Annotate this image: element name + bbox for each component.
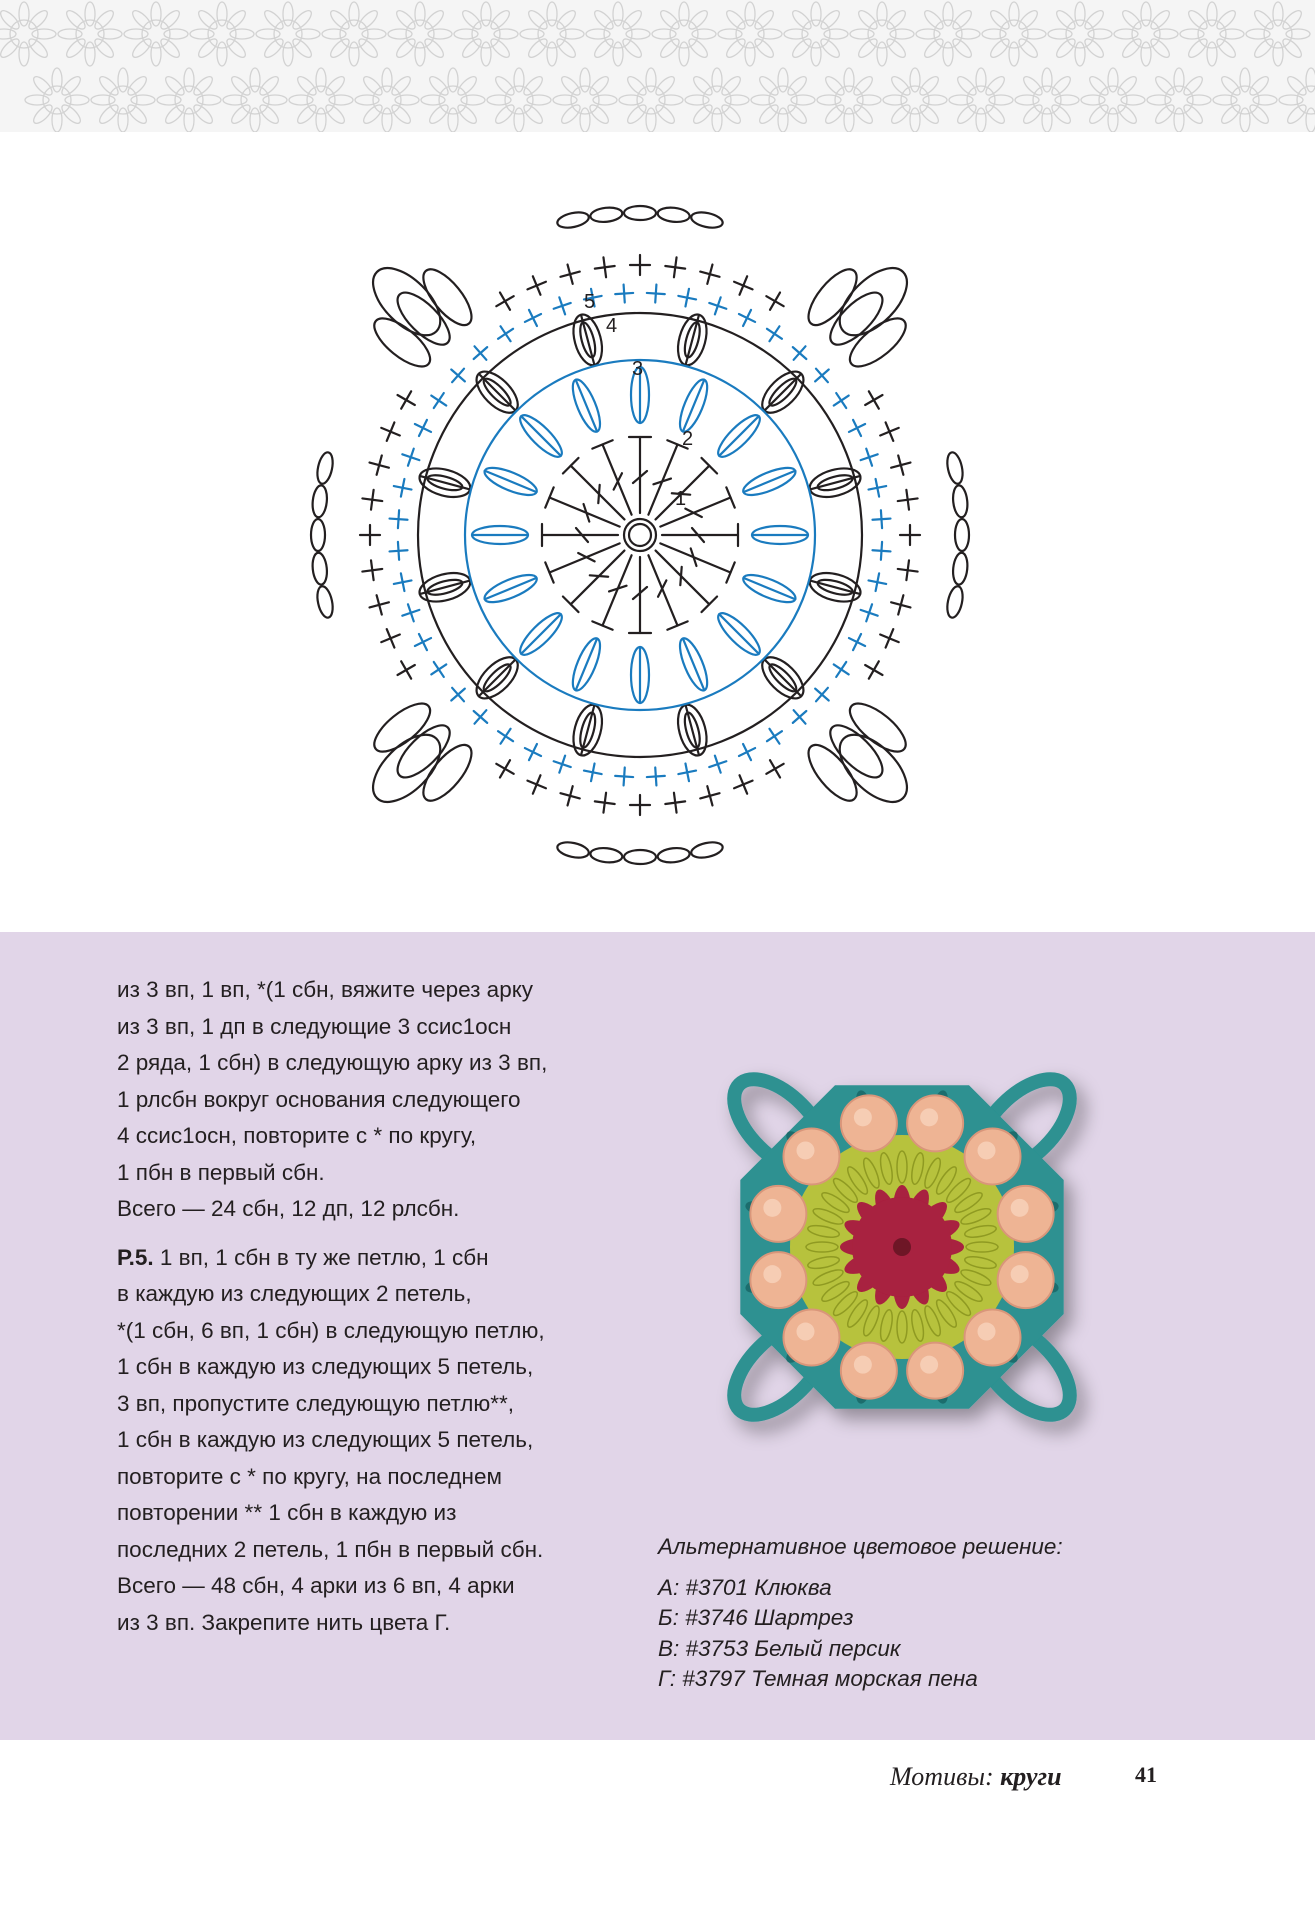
instruction-line: из 3 вп, 1 вп, *(1 сбн, вяжите через арку [117, 977, 534, 1002]
round-number-label: 5 [584, 291, 596, 313]
round-number-label: 3 [632, 358, 644, 380]
instruction-line: Всего — 24 сбн, 12 дп, 12 рлсбн. [117, 1196, 460, 1221]
instruction-line: повторении ** 1 сбн в каждую из [117, 1500, 457, 1525]
crochet-motif-photo [667, 1002, 1137, 1492]
instruction-line: 4 ссис1осн, повторите с * по кругу, [117, 1123, 477, 1148]
instruction-line: последних 2 петель, 1 пбн в первый сбн. [117, 1536, 544, 1562]
instruction-line: 1 рлсбн вокруг основания следующего [117, 1086, 521, 1112]
instruction-line: Всего — 48 сбн, 4 арки из 6 вп, 4 арки [117, 1573, 515, 1598]
footer-subsection: круги [1000, 1762, 1062, 1791]
page-number: 41 [1135, 1762, 1157, 1787]
alt-color-item: В: #3753 Белый персик [658, 1635, 901, 1661]
instruction-line: в каждую из следующих 2 петель, [117, 1281, 472, 1306]
decorative-header-band [0, 0, 1315, 132]
instruction-line: 2 ряда, 1 сбн) в следующую арку из 3 вп, [117, 1050, 548, 1075]
alt-color-item: Б: #3746 Шартрез [658, 1605, 854, 1630]
instruction-line: из 3 вп, 1 дп в следующие 3 ссис1осн [117, 1013, 512, 1039]
pattern-instructions [117, 972, 677, 1641]
round-number-label: 1 [675, 488, 687, 510]
alternative-colorway [658, 1532, 1063, 1695]
instruction-line: 1 сбн в каждую из следующих 5 петель, [117, 1354, 534, 1379]
alt-color-item: А: #3701 Клюква [658, 1574, 832, 1600]
instruction-line: из 3 вп. Закрепите нить цвета Г. [117, 1609, 451, 1635]
instruction-line: *(1 сбн, 6 вп, 1 сбн) в следующую петлю, [117, 1317, 545, 1343]
alt-color-item: Г: #3797 Темная морская пена [658, 1666, 978, 1691]
running-footer [890, 1762, 1062, 1792]
footer-section: Мотивы: [890, 1762, 1001, 1791]
crochet-chart-diagram [300, 195, 980, 875]
round-number-label: 2 [682, 428, 694, 450]
row-5-first-line [117, 1240, 677, 1277]
row-5-label: Р.5. [117, 1244, 154, 1270]
instruction-line: 1 пбн в первый сбн. [117, 1159, 325, 1185]
instruction-line: 1 сбн в каждую из следующих 5 петель, [117, 1427, 534, 1452]
lace-pattern-decoration [0, 0, 1315, 132]
row-5-text: 1 вп, 1 сбн в ту же петлю, 1 сбн [153, 1244, 489, 1270]
instruction-line: повторите с * по кругу, на последнем [117, 1463, 502, 1489]
alt-colorway-title: Альтернативное цветовое решение: [658, 1534, 1063, 1559]
instruction-line: 3 вп, пропустите следующую петлю**, [117, 1390, 515, 1416]
round-number-label: 4 [606, 315, 618, 337]
